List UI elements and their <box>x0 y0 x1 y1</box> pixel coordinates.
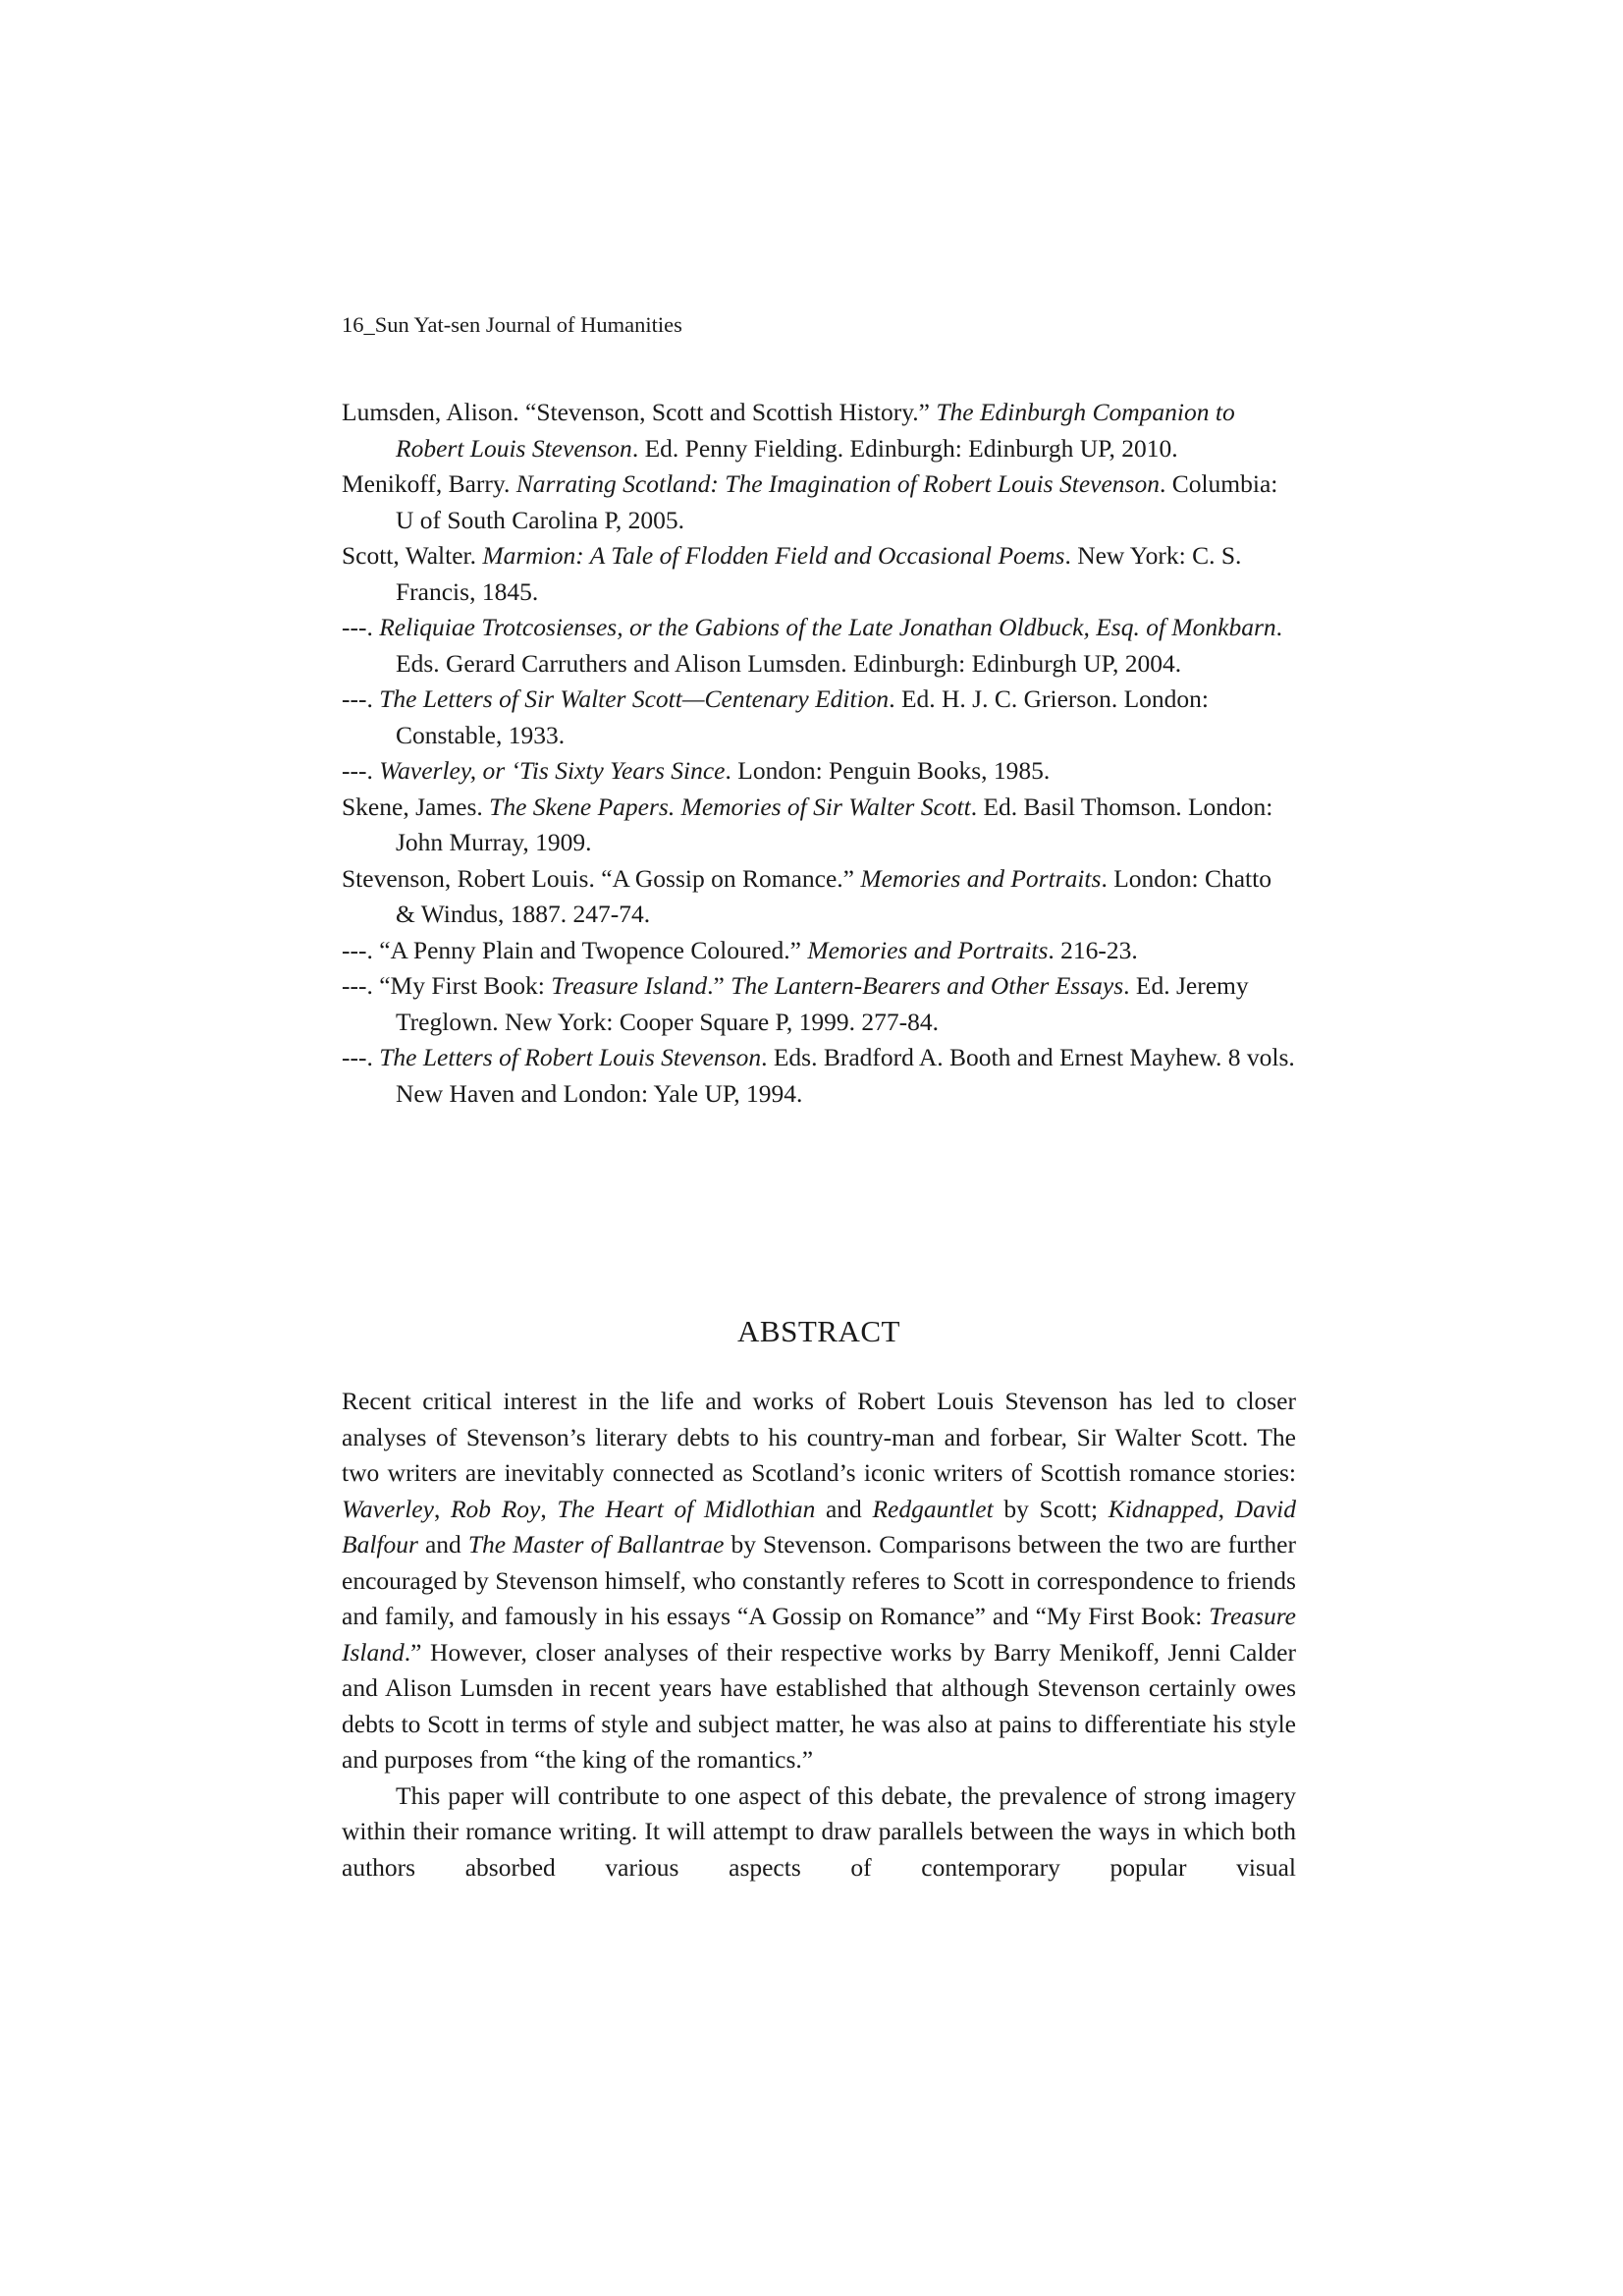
text-run: . 216-23. <box>1048 935 1138 964</box>
text-run: . Ed. H. J. C. Grierson. London: Constable, 1933. <box>396 684 1209 749</box>
reference-entry <box>342 395 1296 466</box>
italic-text: The Master of Ballantrae <box>467 1530 725 1558</box>
reference-entry <box>342 466 1296 538</box>
abstract-body <box>342 1384 1296 1886</box>
italic-text: Kidnapped <box>1108 1494 1218 1523</box>
text-run: and <box>815 1494 873 1523</box>
text-run: , <box>433 1494 451 1523</box>
text-run: by Scott; <box>993 1494 1109 1523</box>
italic-text: The Letters of Robert Louis Stevenson <box>379 1043 762 1071</box>
text-run: ---. <box>342 1043 380 1071</box>
text-run: This paper will contribute to one aspect of this debate, the prevalence of strong imagery within their romance writing. It will attempt to draw parallels between the ways in which both authors absorbed various aspects of contemporary popular visual <box>342 1780 1296 1882</box>
italic-text: David Balfour <box>342 1494 1296 1558</box>
text-run: by Stevenson. Comparisons between the two are further encouraged by Stevenson himself, who constantly referes to Scott in correspondence to friends and family, and famously in his essays “A Gossip on Romance” and “My First Book: <box>342 1530 1296 1630</box>
italic-text: The Letters of Sir Walter Scott—Centenary Edition <box>379 684 890 713</box>
text-run: ---. “My First Book: <box>342 971 552 1000</box>
reference-entry <box>342 682 1296 753</box>
reference-entry <box>342 753 1296 790</box>
text-run: . Ed. Basil Thomson. London: John Murray, 1909. <box>396 792 1273 856</box>
italic-text: Narrating Scotland: The Imagination of Robert Louis Stevenson <box>515 469 1160 498</box>
text-run: Recent critical interest in the life and works of Robert Louis Stevenson has led to closer analyses of Stevenson’s literary debts to his country-man and forbear, Sir Walter Scott. The two writers are inevitably connected as Scotland’s iconic writers of Scottish romance stories: <box>342 1387 1296 1487</box>
text-run: . London: Chatto & Windus, 1887. 247-74. <box>396 863 1271 928</box>
text-run: .” <box>707 971 731 1000</box>
text-run: .” However, closer analyses of their respective works by Barry Menikoff, Jenni Calder and Alison Lumsden in recent years have established that although Stevenson certainly owes debts to Scott in terms of style and subject matter, he was also at pains to differentiate his style and purposes from “the king of the romantics.” <box>342 1637 1296 1774</box>
italic-text: The Edinburgh Companion to Robert Louis Stevenson <box>396 398 1235 463</box>
text-run: ---. <box>342 613 380 641</box>
reference-entry <box>342 610 1296 682</box>
text-run: . Ed. Jeremy Treglown. New York: Cooper Square P, 1999. 277-84. <box>396 971 1249 1036</box>
italic-text: Redgauntlet <box>872 1494 994 1523</box>
italic-text: Treasure Island <box>342 1602 1296 1667</box>
abstract-paragraph <box>342 1778 1296 1886</box>
text-run: Lumsden, Alison. “Stevenson, Scott and Scottish History.” <box>342 398 937 426</box>
italic-text: Marmion: A Tale of Flodden Field and Occasional Poems <box>482 541 1065 570</box>
text-run: , <box>540 1494 558 1523</box>
reference-entry <box>342 968 1296 1040</box>
reference-entry <box>342 790 1296 861</box>
text-run: ---. “A Penny Plain and Twopence Coloured.” <box>342 935 808 964</box>
text-run: Skene, James. <box>342 792 490 821</box>
running-header: 16_Sun Yat-sen Journal of Humanities <box>342 312 682 337</box>
text-run: . New York: C. S. Francis, 1845. <box>396 541 1242 606</box>
text-run: and <box>417 1530 468 1558</box>
text-run: . London: Penguin Books, 1985. <box>725 756 1051 785</box>
abstract-heading: ABSTRACT <box>737 1314 900 1348</box>
reference-entry <box>342 538 1296 610</box>
italic-text: Treasure Island <box>551 971 708 1000</box>
italic-text: The Lantern-Bearers and Other Essays <box>730 971 1124 1000</box>
italic-text: Reliquiae Trotcosienses, or the Gabions of the Late Jonathan Oldbuck, Esq. of Monkbarn <box>379 613 1276 641</box>
italic-text: The Skene Papers. Memories of Sir Walter Scott <box>489 792 971 821</box>
text-run: Scott, Walter. <box>342 541 483 570</box>
text-run: ---. <box>342 756 380 785</box>
text-run: ---. <box>342 684 380 713</box>
italic-text: Waverley <box>342 1494 434 1523</box>
text-run: . Eds. Gerard Carruthers and Alison Lumsden. Edinburgh: Edinburgh UP, 2004. <box>396 613 1283 678</box>
text-run: . Eds. Bradford A. Booth and Ernest Mayhew. 8 vols. New Haven and London: Yale UP, 1994. <box>396 1043 1295 1108</box>
reference-entry <box>342 1040 1296 1112</box>
italic-text: Memories and Portraits <box>807 935 1049 964</box>
text-run: Menikoff, Barry. <box>342 469 516 498</box>
italic-text: Waverley, or ‘Tis Sixty Years Since <box>379 756 726 785</box>
text-run: . Ed. Penny Fielding. Edinburgh: Edinburgh UP, 2010. <box>631 433 1178 463</box>
text-run: , <box>1217 1494 1235 1523</box>
abstract-paragraph <box>342 1384 1296 1778</box>
text-run: . Columbia: U of South Carolina P, 2005. <box>396 469 1278 534</box>
italic-text: Rob Roy <box>450 1494 541 1523</box>
reference-entry <box>342 933 1296 969</box>
italic-text: The Heart of Midlothian <box>557 1494 816 1523</box>
text-run: Stevenson, Robert Louis. “A Gossip on Romance.” <box>342 863 861 893</box>
reference-entry <box>342 861 1296 933</box>
italic-text: Memories and Portraits <box>860 863 1102 893</box>
references-list <box>342 395 1296 1112</box>
